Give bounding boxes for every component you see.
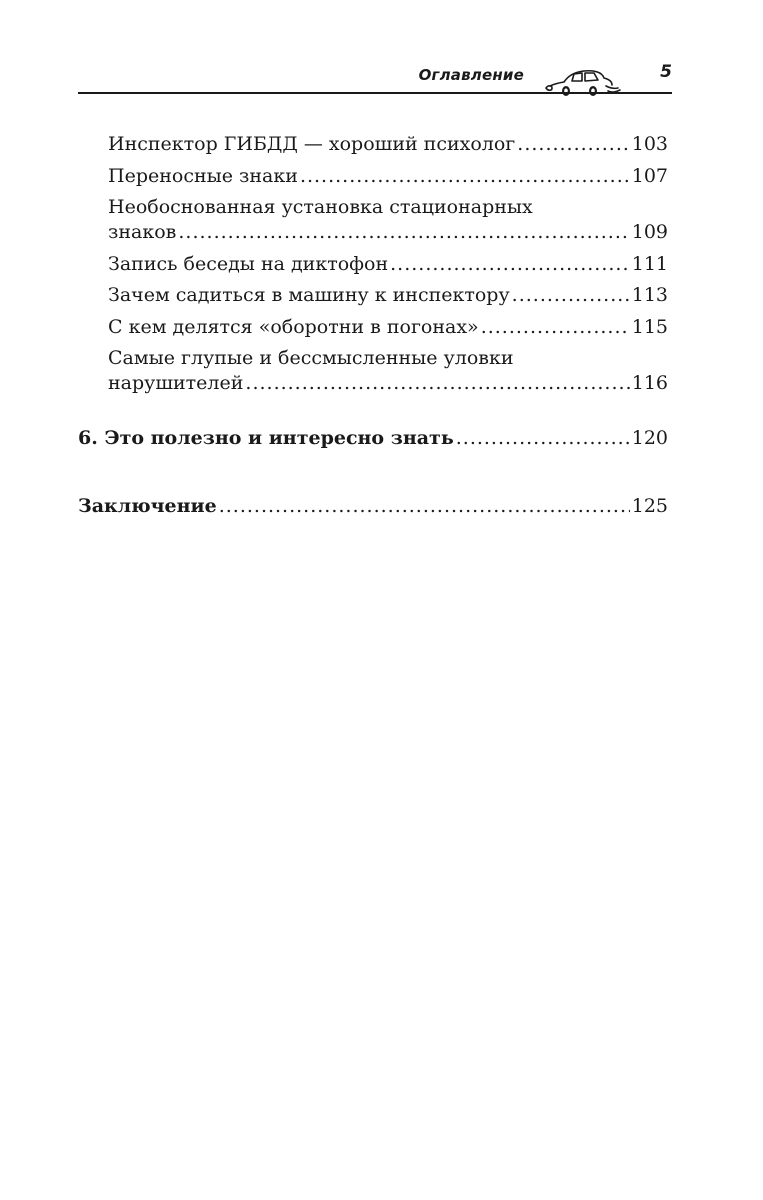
toc-entry-page: 116 — [631, 372, 668, 394]
toc-conclusion-entry — [78, 494, 668, 519]
toc-entry-title-line1: Необоснованная установка стационарных — [108, 196, 533, 218]
toc-entry-title: знаков — [108, 221, 177, 243]
toc-chapter-title: 6. Это полезно и интересно знать — [78, 427, 454, 449]
toc-entry-title: нарушителей — [108, 372, 244, 394]
toc-leader-dots — [512, 283, 630, 308]
toc-leader-dots — [481, 315, 630, 340]
toc-entry-page: 115 — [631, 315, 668, 338]
toc-entry-title: Запись беседы на диктофон — [108, 252, 389, 275]
toc-leader-dots — [390, 252, 630, 277]
toc-entry — [78, 195, 668, 245]
toc-entry-page: 109 — [631, 221, 668, 243]
toc-conclusion-page: 125 — [631, 495, 668, 517]
toc-entry — [78, 252, 668, 277]
toc-entry-title: Инспектор ГИБДД — хороший психолог — [108, 133, 516, 155]
toc-entry-page: 111 — [631, 252, 668, 275]
toc-leader-dots — [219, 494, 630, 519]
toc-entry — [78, 132, 668, 157]
toc-leader-dots — [245, 371, 629, 396]
toc-entry-title-line1: Самые глупые и бессмысленные уловки — [108, 347, 514, 369]
toc-entry-title: С кем делятся «оборотни в погонах» — [108, 315, 479, 338]
toc-entry-page: 113 — [631, 284, 668, 306]
page-number: 5 — [660, 62, 672, 82]
running-header — [78, 52, 672, 96]
toc-leader-dots — [456, 426, 630, 451]
toc-leader-dots — [300, 164, 630, 189]
toc-entry — [78, 315, 668, 340]
toc-leader-dots — [178, 220, 629, 245]
toc-entry-title: Зачем садиться в машину к инспектору — [108, 284, 510, 306]
toc-entry-title: Переносные знаки — [108, 164, 298, 187]
table-of-contents — [78, 132, 668, 519]
toc-chapter-page: 120 — [631, 427, 668, 449]
toc-conclusion-title: Заключение — [78, 495, 217, 517]
toc-entry-page: 107 — [631, 164, 668, 187]
toc-entry — [78, 283, 668, 308]
toc-leader-dots — [517, 132, 629, 157]
header-rule — [78, 92, 672, 94]
header-title: Оглавление — [418, 66, 524, 84]
toc-chapter-entry — [78, 426, 668, 451]
toc-entry — [78, 346, 668, 396]
toc-entry — [78, 164, 668, 189]
toc-entry-page: 103 — [631, 133, 668, 155]
